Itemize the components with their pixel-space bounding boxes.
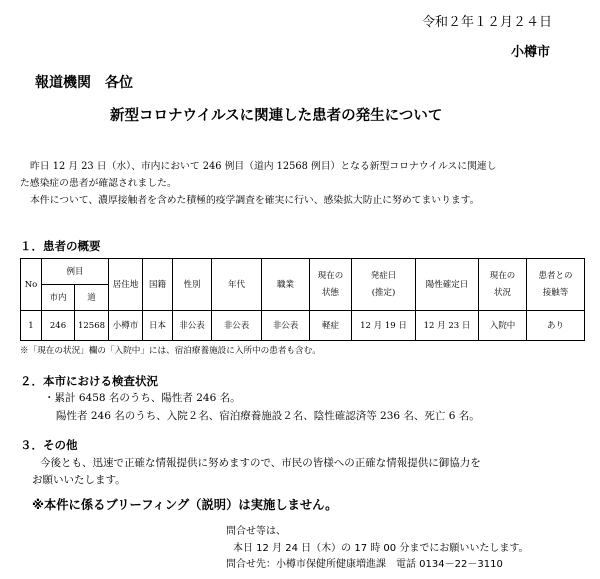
header-hokkaido-case: 道 [75,285,109,311]
header-onset-line-1: 発症日 [370,271,397,281]
other-line-2: お願いいたします。 [32,474,126,486]
header-residence: 居住地 [109,259,143,311]
cell-onset: 12 月 19 日 [352,311,416,341]
header-contact-line-2: 接触等 [542,288,569,298]
contact-intro: 問合せ等は、 [226,526,286,537]
cell-sex: 非公表 [173,311,212,341]
header-current-status [310,259,352,311]
other-line-1: 今後とも、迅速で正確な情報提供に努めますので、市民の皆様への正確な情報提供に御協力を [40,457,481,469]
header-sex: 性別 [173,259,212,311]
recipient-line: 報道機関 各位 [35,75,133,91]
cell-nationality: 日本 [143,311,173,341]
cell-age: 非公表 [212,311,262,341]
header-situation [479,259,527,311]
header-no: No [21,259,42,311]
issuer-name: 小樽市 [510,45,550,60]
header-nationality: 国籍 [143,259,173,311]
header-case-no: 例目 [42,259,109,285]
header-current-status-line-2: 状態 [322,288,340,298]
header-situation-line-1: 現在の [489,271,516,281]
cell-situation: 入院中 [479,311,527,341]
cell-contact: あり [527,311,585,341]
header-city-case: 市内 [42,285,75,311]
briefing-notice: ※本件に係るブリーフィング（説明）は実施しません。 [32,498,338,512]
cell-hokkaido-case: 12568 [75,311,109,341]
test-status-line-1: ・累計 6458 名のうち、陽性者 246 名。 [44,392,241,404]
header-contact-line-1: 患者との [538,271,573,281]
test-status-line-2: 陽性者 246 名のうち、入院２名、宿泊療養施設２名、陰性確認済等 236 名、死亡 6 名。 [56,410,480,422]
contact-phone: 問合せ先：小樽市保健所健康増進課 電話 0134－22－3110 [226,559,503,570]
header-onset [352,259,416,311]
page-title: 新型コロナウイルスに関連した患者の発生について [110,108,443,124]
section-1-heading: １．患者の概要 [20,239,101,253]
cell-status: 軽症 [310,311,352,341]
patient-summary-table [20,258,585,341]
contact-deadline: 本日 12 月 24 日（木）の 17 時 00 分までにお願いいたします。 [233,543,529,554]
cell-positive-date: 12 月 23 日 [416,311,479,341]
intro-line-3: 本件について、濃厚接触者を含めた積極的疫学調査を確実に行い、感染拡大防止に努めてまいります。 [30,195,480,206]
section-3-heading: ３．その他 [20,438,78,452]
cell-occupation: 非公表 [262,311,310,341]
intro-line-2: た感染症の患者が確認されました。 [20,178,177,189]
header-age: 年代 [212,259,262,311]
header-situation-line-2: 状況 [494,288,512,298]
table-note: ※「現在の状況」欄の「入院中」には、宿泊療養施設に入所中の患者も含む。 [20,346,321,356]
header-contact [527,259,585,311]
cell-residence: 小樽市 [109,311,143,341]
section-2-heading: ２．本市における検査状況 [20,374,158,388]
intro-line-1: 昨日 12 月 23 日（水）、市内において 246 例目（道内 12568 例目）となる新型コロナウイルスに関連し [30,161,497,172]
header-current-status-line-1: 現在の [317,271,344,281]
header-positive-date: 陽性確定日 [416,259,479,311]
cell-no: 1 [21,311,42,341]
document-date: 令和２年１２月２４日 [421,15,552,30]
cell-city-case: 246 [42,311,75,341]
table-row [21,311,585,341]
header-onset-line-2: (推定) [371,288,396,298]
header-occupation: 職業 [262,259,310,311]
